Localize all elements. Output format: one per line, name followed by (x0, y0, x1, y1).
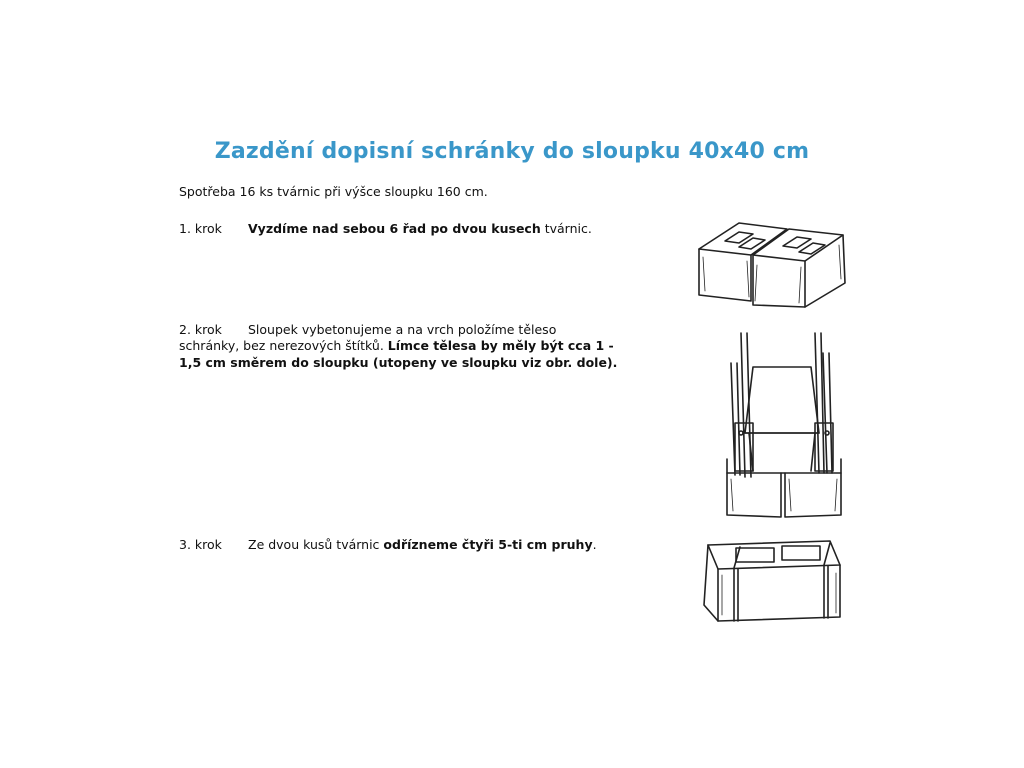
intro-text: Spotřeba 16 ks tvárnic při výšce sloupku 160 cm. (179, 184, 488, 199)
step-2-line-2 (179, 338, 614, 354)
step-3-bold: odřízneme čtyři 5-ti cm pruhy (383, 537, 593, 552)
step-2-line-3-end: . (612, 355, 618, 370)
mailbox-on-column-illustration (723, 327, 848, 522)
step-3-plain: Ze dvou kusů tvárnic (248, 537, 384, 552)
step-2-line-3 (179, 355, 617, 371)
step-1-text (248, 221, 592, 237)
cut-block-illustration (700, 535, 850, 627)
step-2-line-1: Sloupek vybetonujeme a na vrch položíme těleso (248, 322, 557, 337)
step-2-line-3-bold: 1,5 cm směrem do sloupku (utopeny ve sloupku viz obr. dole) (179, 355, 613, 370)
step-1-bold: Vyzdíme nad sebou 6 řad po dvou kusech (248, 221, 541, 236)
step-3-text (248, 537, 597, 553)
step-2-label: 2. krok (179, 322, 222, 337)
page-title: Zazdění dopisní schránky do sloupku 40x40 cm (214, 139, 810, 164)
step-2-line-2-bold: Límce tělesa by měly být cca 1 - (387, 338, 614, 353)
two-blocks-illustration (695, 213, 855, 313)
step-2-line-2-plain: schránky, bez nerezových štítků. (179, 338, 388, 353)
step-3-label: 3. krok (179, 537, 222, 552)
step-3-end: . (592, 537, 597, 552)
step-1-rest: tvárnic. (540, 221, 592, 236)
step-1-label: 1. krok (179, 221, 222, 236)
